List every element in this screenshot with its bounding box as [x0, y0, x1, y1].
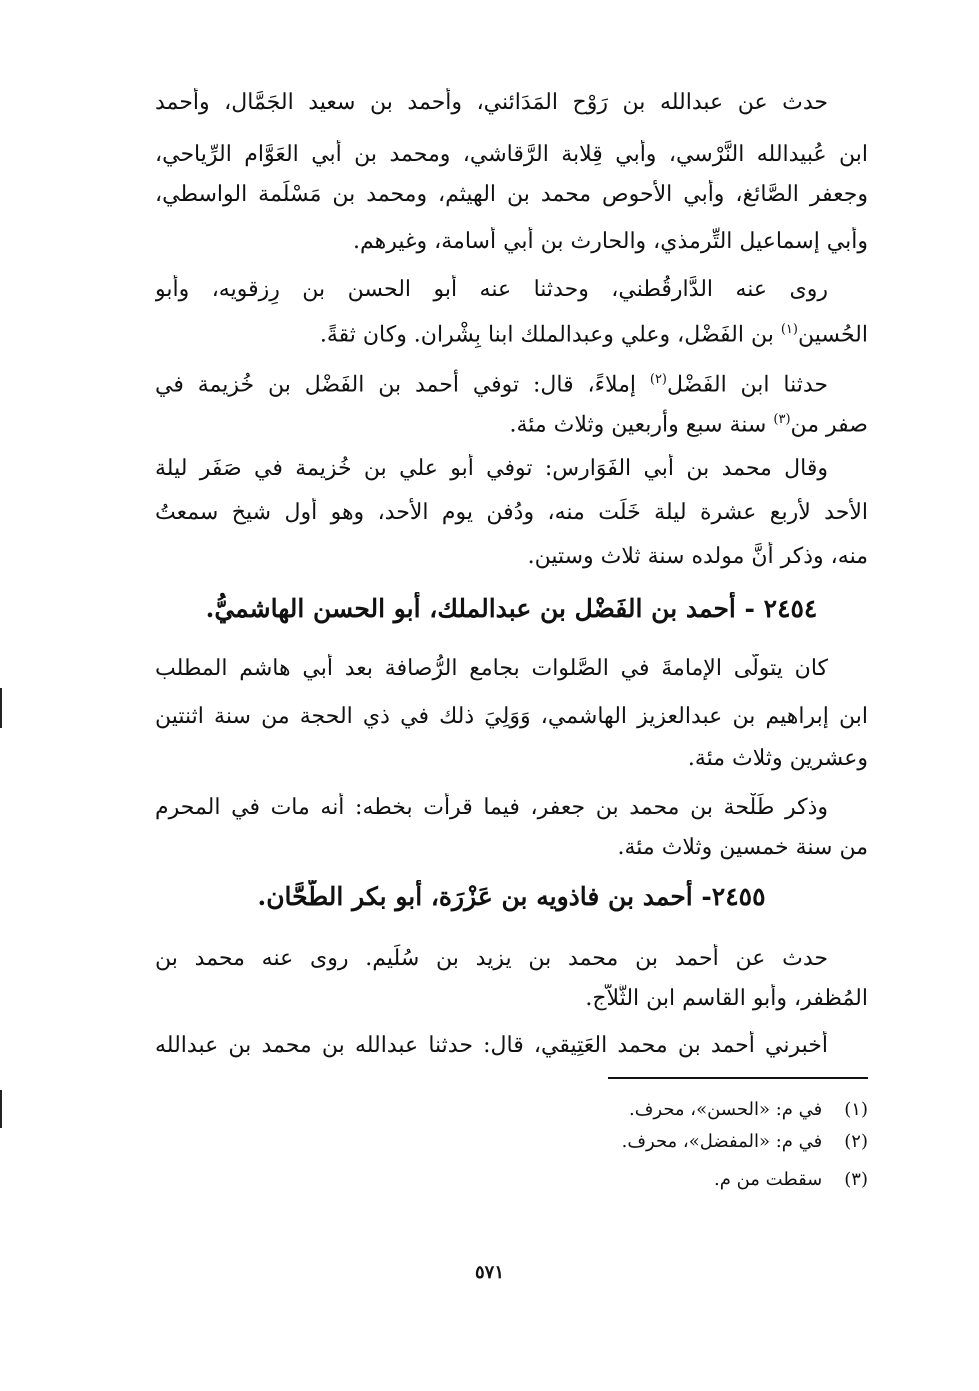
scan-margin-mark: [0, 1090, 2, 1128]
entry-heading: ٢٤٥٥- أحمد بن فاذويه بن عَزْرَة، أبو بكر الطَّحَّان.: [257, 882, 766, 911]
footnote-number: (١): [844, 1099, 868, 1120]
text-line: [155, 365, 868, 400]
text-line: وعشرين وثلاث مئة.: [687, 746, 868, 771]
text-line: [155, 315, 868, 350]
text-line: حدث عن أحمد بن محمد بن يزيد بن سُلَيم. روى عنه محمد بن: [155, 946, 828, 971]
text-line: من سنة خمسين وثلاث مئة.: [617, 835, 868, 860]
entry-heading: ٢٤٥٤ - أحمد بن الفَضْل بن عبدالملك، أبو الحسن الهاشميُّ.: [205, 594, 818, 623]
footnote: [468, 1130, 868, 1154]
footnote-text: في م: «المفضل»، محرف.: [621, 1131, 823, 1152]
text-line: وجعفر الصَّائغ، وأبي الأحوص محمد بن الهيثم، ومحمد بن مَسْلَمة الواسطي،: [155, 182, 868, 207]
inline-text: بن الفَضْل، وعلي وعبدالملك ابنا بِشْران. وكان ثقةً.: [319, 322, 774, 348]
inline-text: سنة سبع وأربعين وثلاث مئة.: [509, 412, 767, 438]
page-number: ٥٧١: [474, 1262, 504, 1283]
text-line: وقال محمد بن أبي الفَوَارس: توفي أبو علي بن خُزيمة في صَفَر ليلة: [155, 456, 828, 481]
inline-text: الحُسين: [797, 322, 868, 348]
footnote: [468, 1098, 868, 1122]
footnote-ref[interactable]: (٣): [773, 412, 791, 427]
text-line: وذكر طَلْحة بن محمد بن جعفر، فيما قرأت بخطه: أنه مات في المحرم: [155, 795, 828, 820]
footnote-number: (٢): [844, 1131, 868, 1152]
footnote-divider: [608, 1077, 868, 1079]
text-line: المُظفر، وأبو القاسم ابن الثَّلاَّج.: [585, 986, 868, 1011]
text-line: أخبرني أحمد بن محمد العَتِيقي، قال: حدثنا عبدالله بن محمد بن عبدالله: [155, 1033, 828, 1058]
text-line: كان يتولَّى الإمامةَ في الصَّلوات بجامع الرُّصافة بعد أبي هاشم المطلب: [155, 656, 828, 681]
text-line: ابن عُبيدالله النَّرْسي، وأبي قِلابة الرَّقاشي، ومحمد بن أبي العَوَّام الرِّياحي،: [155, 142, 868, 167]
inline-text: حدثنا ابن الفَضْل: [667, 372, 829, 398]
inline-text: صفر من: [790, 412, 868, 438]
text-line: منه، وذكر أنَّ مولده سنة ثلاث وستين.: [527, 544, 868, 569]
footnote-number: (٣): [844, 1169, 868, 1190]
text-line: ابن إبراهيم بن عبدالعزيز الهاشمي، وَوَلِيَ ذلك في ذي الحجة من سنة اثنتين: [155, 704, 868, 729]
text-line: وأبي إسماعيل التِّرمذي، والحارث بن أبي أُسامة، وغيرهم.: [353, 229, 868, 254]
scan-margin-mark: [0, 688, 2, 728]
text-line: روى عنه الدَّارقُطني، وحدثنا عنه أبو الحسن بن رِزقويه، وأبو: [155, 277, 828, 302]
footnote-ref[interactable]: (٢): [649, 372, 667, 387]
text-line: الأحد لأربع عشرة ليلة خَلَت منه، ودُفن يوم الأحد، وهو أول شيخ سمعتُ: [155, 500, 868, 525]
footnote-text: سقطت من م.: [713, 1169, 823, 1190]
text-line: حدث عن عبدالله بن رَوْح المَدَائني، وأحمد بن سعيد الجَمَّال، وأحمد: [155, 90, 828, 115]
footnote-ref[interactable]: (١): [780, 322, 798, 337]
footnote-text: في م: «الحسن»، محرف.: [629, 1099, 823, 1120]
inline-text: إملاءً، قال: توفي أحمد بن الفَضْل بن خُزيمة في: [155, 372, 636, 398]
footnote: [468, 1168, 868, 1192]
text-line: [155, 405, 868, 440]
